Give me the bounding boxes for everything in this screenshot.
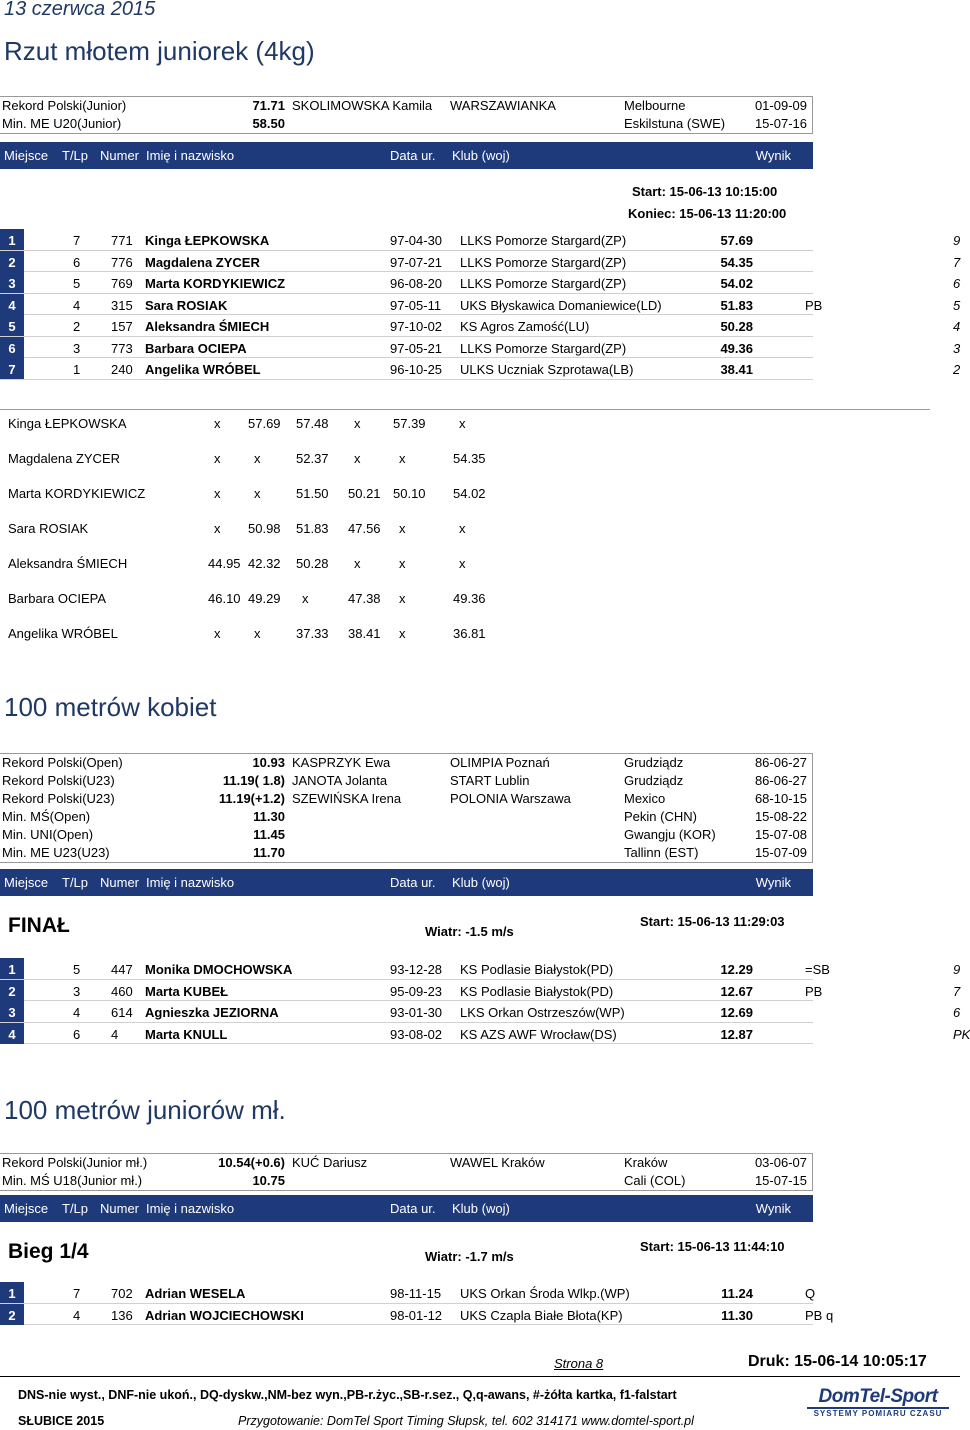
record-row xyxy=(0,826,812,844)
record-place: Gwangju (KOR) xyxy=(624,827,716,842)
bib-number: 771 xyxy=(111,233,133,248)
results-table-w100 xyxy=(0,958,970,1044)
series-row xyxy=(8,521,938,556)
result: 11.30 xyxy=(721,1307,753,1323)
attempt-1: x xyxy=(214,626,221,641)
header-col-5: Klub (woj) xyxy=(452,1201,510,1216)
record-label: Rekord Polski(U23) xyxy=(2,791,115,806)
record-row xyxy=(0,754,812,772)
attempt-2: x xyxy=(254,486,261,501)
bib-number: 4 xyxy=(111,1026,119,1042)
record-label: Min. MŚ U18(Junior mł.) xyxy=(2,1173,143,1188)
header-col-3: Imię i nazwisko xyxy=(146,875,235,890)
attempt-6: 36.81 xyxy=(453,626,486,641)
attempt-4: 47.56 xyxy=(348,521,381,536)
attempt-1: x xyxy=(214,486,221,501)
result-row xyxy=(0,980,961,1002)
result: 38.41 xyxy=(720,362,753,377)
results-header-w100 xyxy=(0,869,813,896)
header-col-0: Miejsce xyxy=(4,148,49,163)
club: LLKS Pomorze Stargard(ZP) xyxy=(460,233,627,248)
bib-number: 702 xyxy=(111,1286,133,1301)
lane: 5 xyxy=(73,962,81,977)
series-athlete: Aleksandra ŚMIECH xyxy=(8,556,128,571)
club: KS Podlasie Białystok(PD) xyxy=(460,962,614,977)
header-col-2: Numer xyxy=(100,875,140,890)
athlete-name: Marta KUBEŁ xyxy=(145,983,229,999)
attempt-5: x xyxy=(399,626,406,641)
place: 5 xyxy=(0,315,24,336)
result-row xyxy=(0,1001,961,1023)
place: 4 xyxy=(0,294,24,315)
result-row xyxy=(0,1023,970,1045)
series-athlete: Kinga ŁEPKOWSKA xyxy=(8,416,127,431)
record-date: 68-10-15 xyxy=(754,791,807,806)
record-club: OLIMPIA Poznań xyxy=(450,755,550,770)
results-header-hammer xyxy=(0,142,813,169)
athlete-name: Angelika WRÓBEL xyxy=(145,362,261,377)
footer-divider xyxy=(0,1376,960,1377)
place: 7 xyxy=(0,358,24,379)
result-row xyxy=(0,315,961,337)
record-row xyxy=(0,844,812,862)
result-note: PB xyxy=(805,983,823,999)
event-title-m100: 100 metrów juniorów mł. xyxy=(4,1095,286,1125)
record-value: 10.75 xyxy=(252,1173,285,1188)
athlete-name: Adrian WOJCIECHOWSKI xyxy=(145,1307,304,1323)
club: ULKS Uczniak Szprotawa(LB) xyxy=(460,362,634,377)
result: 12.29 xyxy=(720,962,753,977)
points: 6 xyxy=(953,1005,961,1020)
lane: 3 xyxy=(73,340,81,356)
bib-number: 315 xyxy=(111,297,133,313)
record-holder: KUĆ Dariusz xyxy=(292,1155,368,1170)
record-row xyxy=(0,115,812,133)
event-title-hammer: Rzut młotem juniorek (4kg) xyxy=(4,36,315,66)
page-number: Strona 8 xyxy=(554,1356,604,1371)
record-place: Grudziądz xyxy=(624,755,684,770)
prepared-by: Przygotowanie: DomTel Sport Timing Słupsk, tel. 602 314171 www.domtel-sport.pl xyxy=(238,1414,694,1428)
record-holder: SZEWIŃSKA Irena xyxy=(292,791,402,806)
result: 50.28 xyxy=(720,319,753,334)
attempt-3: 51.50 xyxy=(296,486,329,501)
birth-date: 93-01-30 xyxy=(390,1005,443,1020)
record-holder: SKOLIMOWSKA Kamila xyxy=(292,98,433,113)
bib-number: 769 xyxy=(111,276,133,291)
results-table-m100 xyxy=(0,1282,834,1325)
start-time: Start: 15-06-13 10:15:00 xyxy=(632,184,778,199)
place: 2 xyxy=(0,251,24,272)
lane: 5 xyxy=(73,276,81,291)
lane: 7 xyxy=(73,1286,81,1301)
attempt-3: 52.37 xyxy=(296,451,329,466)
print-time: Druk: 15-06-14 10:05:17 xyxy=(748,1353,927,1370)
records-table-m100 xyxy=(0,1153,813,1191)
record-date: 15-07-08 xyxy=(754,827,807,842)
header-col-2: Numer xyxy=(100,148,140,163)
birth-date: 97-10-02 xyxy=(390,319,443,334)
header-col-2: Numer xyxy=(100,1201,140,1216)
lane: 3 xyxy=(73,983,81,999)
record-label: Rekord Polski(Open) xyxy=(2,755,123,770)
results-header-m100 xyxy=(0,1195,813,1222)
points: 7 xyxy=(953,983,961,999)
start-time: Start: 15-06-13 11:29:03 xyxy=(640,914,785,929)
record-place: Cali (COL) xyxy=(624,1173,686,1188)
result: 57.69 xyxy=(720,233,753,248)
record-value: 11.19(+1.2) xyxy=(218,791,285,806)
points: 2 xyxy=(953,362,961,377)
result-note: PB xyxy=(805,297,823,313)
record-place: Melbourne xyxy=(624,98,686,113)
attempt-2: 49.29 xyxy=(248,591,281,606)
attempt-4: x xyxy=(354,451,361,466)
birth-date: 95-09-23 xyxy=(390,983,443,999)
series-row xyxy=(8,416,938,451)
attempt-4: x xyxy=(354,416,361,431)
attempt-3: 37.33 xyxy=(296,626,329,641)
record-place: Eskilstuna (SWE) xyxy=(624,116,726,131)
club: KS Agros Zamość(LU) xyxy=(460,319,590,334)
lane: 7 xyxy=(73,233,81,248)
series-athlete: Angelika WRÓBEL xyxy=(8,626,118,641)
records-table-w100 xyxy=(0,753,813,863)
athlete-name: Barbara OCIEPA xyxy=(145,340,247,356)
domtel-logo: DomTel-Sport SYSTEMY POMIARU CZASU xyxy=(803,1387,953,1419)
records-table-hammer xyxy=(0,96,813,134)
bib-number: 614 xyxy=(111,1005,133,1020)
lane: 4 xyxy=(73,297,81,313)
header-col-0: Miejsce xyxy=(4,1201,49,1216)
series-row xyxy=(8,556,938,591)
place: 1 xyxy=(0,229,24,250)
birth-date: 98-11-15 xyxy=(390,1286,442,1301)
header-col-3: Imię i nazwisko xyxy=(146,148,235,163)
attempt-2: x xyxy=(254,626,261,641)
lane: 6 xyxy=(73,1026,81,1042)
attempt-1: 46.10 xyxy=(208,591,241,606)
points: 3 xyxy=(953,340,961,356)
record-row xyxy=(0,1172,812,1190)
attempt-5: 50.10 xyxy=(393,486,426,501)
record-label: Rekord Polski(Junior mł.) xyxy=(2,1155,148,1170)
place: 1 xyxy=(0,1282,24,1303)
record-row xyxy=(0,97,812,115)
end-time: Koniec: 15-06-13 11:20:00 xyxy=(628,206,787,221)
points: 9 xyxy=(953,233,961,248)
attempt-2: 50.98 xyxy=(248,521,281,536)
birth-date: 97-05-21 xyxy=(390,340,443,356)
result-row xyxy=(0,272,961,294)
results-table-hammer xyxy=(0,229,961,380)
bib-number: 776 xyxy=(111,254,133,270)
legend: DNS-nie wyst., DNF-nie ukoń., DQ-dyskw.,NM-bez wyn.,PB-r.życ.,SB-r.sez., Q,q-awans, #-żółta kartka, f1-falstart xyxy=(18,1388,677,1402)
attempt-6: x xyxy=(459,521,466,536)
record-value: 10.93 xyxy=(252,755,285,770)
birth-date: 96-08-20 xyxy=(390,276,443,291)
record-date: 86-06-27 xyxy=(754,755,807,770)
result-row xyxy=(0,1304,834,1326)
record-row xyxy=(0,772,812,790)
record-value: 58.50 xyxy=(252,116,285,131)
record-club: START Lublin xyxy=(450,773,530,788)
athlete-name: Magdalena ZYCER xyxy=(145,254,260,270)
result: 12.87 xyxy=(720,1026,753,1042)
record-date: 03-06-07 xyxy=(754,1155,807,1170)
points: PK xyxy=(953,1026,970,1042)
attempt-5: x xyxy=(399,521,406,536)
record-holder: KASPRZYK Ewa xyxy=(292,755,391,770)
place: 1 xyxy=(0,958,24,979)
bib-number: 460 xyxy=(111,983,133,999)
athlete-name: Adrian WESELA xyxy=(145,1286,246,1301)
place: 6 xyxy=(0,337,24,358)
record-date: 01-09-09 xyxy=(754,98,807,113)
attempt-4: 47.38 xyxy=(348,591,381,606)
record-value: 11.70 xyxy=(253,845,285,860)
lane: 4 xyxy=(73,1307,81,1323)
header-col-3: Imię i nazwisko xyxy=(146,1201,235,1216)
competition-date: 13 czerwca 2015 xyxy=(4,0,156,20)
record-place: Pekin (CHN) xyxy=(624,809,697,824)
header-col-5: Klub (woj) xyxy=(452,875,510,890)
series-athlete: Sara ROSIAK xyxy=(8,521,89,536)
header-col-1: T/Lp xyxy=(62,148,89,163)
athlete-name: Sara ROSIAK xyxy=(145,297,228,313)
attempt-1: 44.95 xyxy=(208,556,241,571)
place: 2 xyxy=(0,980,24,1001)
club: LLKS Pomorze Stargard(ZP) xyxy=(460,254,627,270)
header-col-1: T/Lp xyxy=(62,1201,89,1216)
birth-date: 97-05-11 xyxy=(390,297,442,313)
attempt-1: x xyxy=(214,451,221,466)
record-row xyxy=(0,790,812,808)
result: 12.69 xyxy=(720,1005,753,1020)
record-place: Kraków xyxy=(624,1155,668,1170)
result-row xyxy=(0,337,961,359)
lane: 1 xyxy=(73,362,81,377)
place: 4 xyxy=(0,1023,24,1044)
series-athlete: Marta KORDYKIEWICZ xyxy=(8,486,146,501)
club: KS AZS AWF Wrocław(DS) xyxy=(460,1026,617,1042)
lane: 2 xyxy=(73,319,81,334)
series-row xyxy=(8,626,938,661)
result-note: PB q xyxy=(805,1307,834,1323)
attempt-3: x xyxy=(302,591,309,606)
result-row xyxy=(0,251,961,273)
divider xyxy=(0,409,930,410)
record-label: Rekord Polski(U23) xyxy=(2,773,115,788)
bib-number: 447 xyxy=(111,962,133,977)
points: 6 xyxy=(953,276,961,291)
attempt-5: 57.39 xyxy=(393,416,426,431)
record-label: Rekord Polski(Junior) xyxy=(2,98,127,113)
lane: 6 xyxy=(73,254,81,270)
result: 12.67 xyxy=(720,983,753,999)
record-club: POLONIA Warszawa xyxy=(450,791,571,806)
club: UKS Błyskawica Domaniewice(LD) xyxy=(460,297,662,313)
record-holder: JANOTA Jolanta xyxy=(292,773,388,788)
attempt-2: 57.69 xyxy=(248,416,281,431)
club: UKS Orkan Środa Wlkp.(WP) xyxy=(460,1286,630,1301)
attempt-3: 51.83 xyxy=(296,521,329,536)
athlete-name: Marta KNULL xyxy=(145,1026,228,1042)
result: 49.36 xyxy=(720,340,753,356)
start-time: Start: 15-06-13 11:44:10 xyxy=(640,1239,785,1254)
series-row xyxy=(8,451,938,486)
club: KS Podlasie Białystok(PD) xyxy=(460,983,614,999)
bib-number: 240 xyxy=(111,362,133,377)
result-row xyxy=(0,1282,816,1304)
athlete-name: Marta KORDYKIEWICZ xyxy=(145,276,286,291)
header-col-6: Wynik xyxy=(755,1201,791,1216)
series-athlete: Magdalena ZYCER xyxy=(8,451,120,466)
place: 2 xyxy=(0,1304,24,1325)
place: 3 xyxy=(0,1001,24,1022)
result-row xyxy=(0,358,961,380)
result-row xyxy=(0,294,961,316)
result: 11.24 xyxy=(721,1286,753,1301)
event-title-w100: 100 metrów kobiet xyxy=(4,692,217,722)
record-label: Min. ME U23(U23) xyxy=(2,845,110,860)
record-club: WAWEL Kraków xyxy=(450,1155,545,1170)
points: 4 xyxy=(953,319,961,334)
attempt-5: x xyxy=(399,591,406,606)
record-value: 71.71 xyxy=(252,98,285,113)
result-row xyxy=(0,229,961,251)
record-place: Mexico xyxy=(624,791,666,806)
result: 54.02 xyxy=(720,276,753,291)
record-place: Grudziądz xyxy=(624,773,684,788)
attempt-4: x xyxy=(354,556,361,571)
header-col-6: Wynik xyxy=(755,148,791,163)
points: 5 xyxy=(953,297,961,313)
series-athlete: Barbara OCIEPA xyxy=(8,591,107,606)
attempt-3: 50.28 xyxy=(296,556,329,571)
lane: 4 xyxy=(73,1005,81,1020)
city-year: SŁUBICE 2015 xyxy=(18,1414,105,1428)
club: LLKS Pomorze Stargard(ZP) xyxy=(460,276,627,291)
birth-date: 98-01-12 xyxy=(390,1307,443,1323)
attempt-6: x xyxy=(459,416,466,431)
athlete-name: Aleksandra ŚMIECH xyxy=(145,319,270,334)
attempt-2: 42.32 xyxy=(248,556,281,571)
record-date: 15-07-16 xyxy=(754,116,807,131)
club: LLKS Pomorze Stargard(ZP) xyxy=(460,340,627,356)
header-col-0: Miejsce xyxy=(4,875,49,890)
header-col-6: Wynik xyxy=(755,875,791,890)
attempt-5: x xyxy=(399,556,406,571)
series-row xyxy=(8,486,938,521)
result-note: =SB xyxy=(805,962,830,977)
birth-date: 93-08-02 xyxy=(390,1026,443,1042)
record-label: Min. MŚ(Open) xyxy=(2,809,91,824)
points: 7 xyxy=(953,254,961,270)
record-club: WARSZAWIANKA xyxy=(450,98,556,113)
record-value: 11.45 xyxy=(253,827,285,842)
club: UKS Czapla Białe Błota(KP) xyxy=(460,1307,623,1323)
series-table-hammer xyxy=(8,416,938,661)
record-date: 15-07-09 xyxy=(754,845,807,860)
athlete-name: Monika DMOCHOWSKA xyxy=(145,962,293,977)
result: 54.35 xyxy=(720,254,753,270)
attempt-2: x xyxy=(254,451,261,466)
attempt-6: 49.36 xyxy=(453,591,486,606)
wind-info: Wiatr: -1.7 m/s xyxy=(425,1249,514,1264)
result-row xyxy=(0,958,961,980)
record-row xyxy=(0,808,812,826)
athlete-name: Kinga ŁEPKOWSKA xyxy=(145,233,270,248)
points: 9 xyxy=(953,962,961,977)
record-date: 15-08-22 xyxy=(754,809,807,824)
record-value: 11.19( 1.8) xyxy=(222,773,285,788)
record-place: Tallinn (EST) xyxy=(624,845,699,860)
result: 51.83 xyxy=(720,297,753,313)
bib-number: 773 xyxy=(111,340,133,356)
attempt-3: 57.48 xyxy=(296,416,329,431)
header-col-4: Data ur. xyxy=(390,1201,436,1216)
attempt-6: 54.35 xyxy=(453,451,486,466)
record-label: Min. UNI(Open) xyxy=(2,827,94,842)
header-col-4: Data ur. xyxy=(390,875,436,890)
attempt-5: x xyxy=(399,451,406,466)
header-col-4: Data ur. xyxy=(390,148,436,163)
result-note: Q xyxy=(805,1286,816,1301)
attempt-6: x xyxy=(459,556,466,571)
record-value: 11.30 xyxy=(253,809,285,824)
athlete-name: Agnieszka JEZIORNA xyxy=(145,1005,279,1020)
birth-date: 97-07-21 xyxy=(390,254,443,270)
header-col-5: Klub (woj) xyxy=(452,148,510,163)
record-date: 15-07-15 xyxy=(754,1173,807,1188)
record-row xyxy=(0,1154,812,1172)
club: LKS Orkan Ostrzeszów(WP) xyxy=(460,1005,625,1020)
birth-date: 93-12-28 xyxy=(390,962,443,977)
attempt-1: x xyxy=(214,521,221,536)
birth-date: 96-10-25 xyxy=(390,362,443,377)
bib-number: 157 xyxy=(111,319,133,334)
header-col-1: T/Lp xyxy=(62,875,89,890)
attempt-6: 54.02 xyxy=(453,486,486,501)
record-value: 10.54(+0.6) xyxy=(218,1155,285,1170)
attempt-4: 50.21 xyxy=(348,486,381,501)
attempt-1: x xyxy=(214,416,221,431)
attempt-4: 38.41 xyxy=(348,626,381,641)
heat-label: FINAŁ xyxy=(8,914,70,937)
wind-info: Wiatr: -1.5 m/s xyxy=(425,924,514,939)
record-date: 86-06-27 xyxy=(754,773,807,788)
heat-label: Bieg 1/4 xyxy=(8,1240,89,1263)
birth-date: 97-04-30 xyxy=(390,233,443,248)
series-row xyxy=(8,591,938,626)
record-label: Min. ME U20(Junior) xyxy=(2,116,122,131)
bib-number: 136 xyxy=(111,1307,133,1323)
place: 3 xyxy=(0,272,24,293)
